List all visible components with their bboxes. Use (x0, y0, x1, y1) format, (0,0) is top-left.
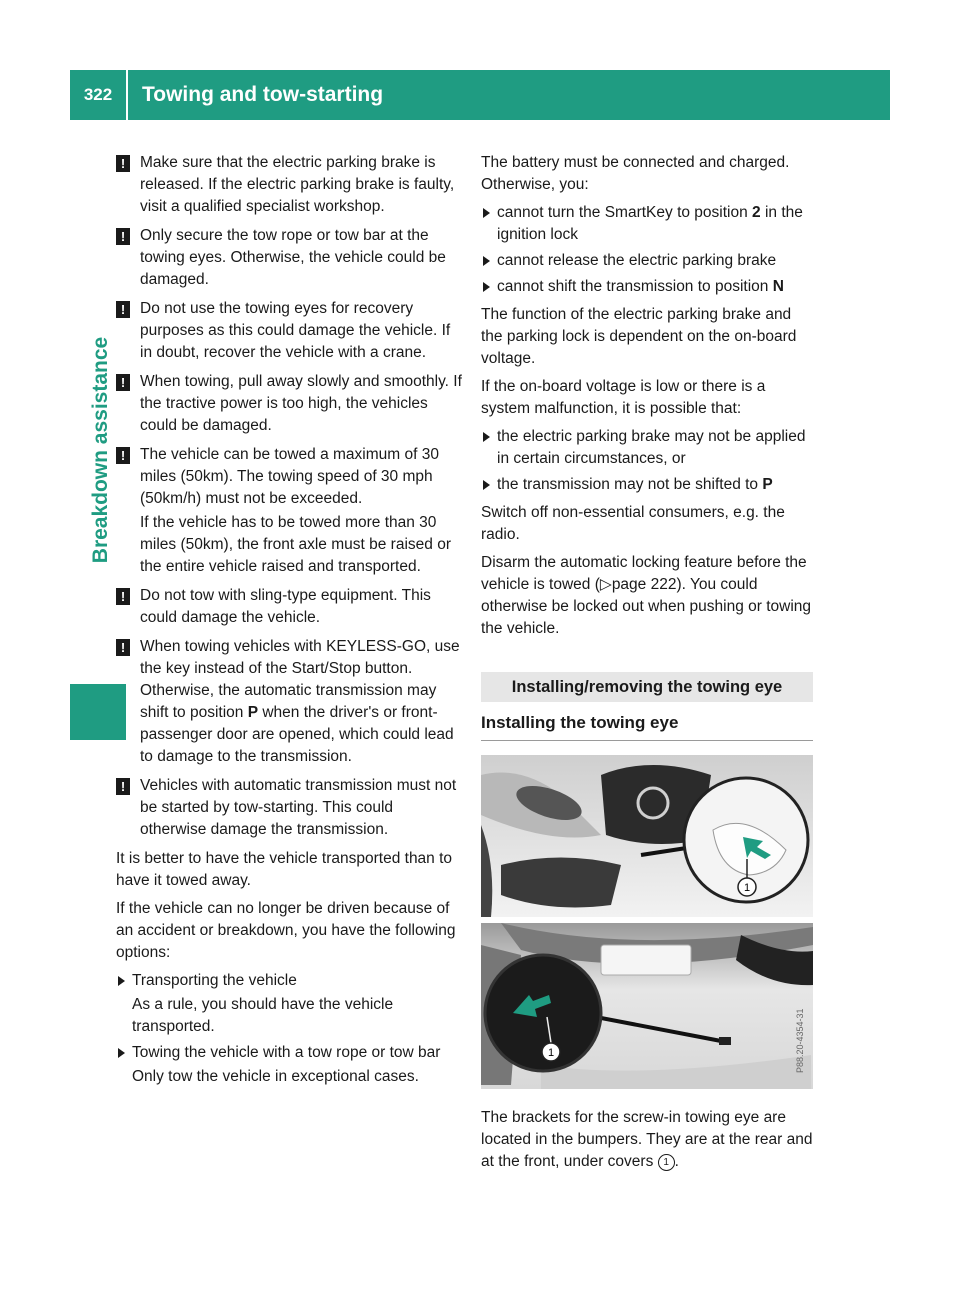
position-p: P (247, 704, 259, 721)
figure-code: P88.20-4354-31 (795, 1008, 805, 1073)
towing-eye-illustration (481, 755, 813, 1089)
option-desc: As a rule, you should have the vehicle transported. (132, 996, 394, 1035)
caption-text: . (674, 1153, 679, 1170)
options-list (116, 970, 462, 1088)
item-text: cannot turn the SmartKey to position (497, 204, 753, 221)
warning-icon: ! (116, 301, 130, 318)
list-item (116, 970, 462, 1038)
bullet-icon (483, 256, 490, 266)
battery-list (481, 202, 813, 298)
paragraph: Switch off non-essential consumers, e.g. the radio. (481, 504, 785, 543)
bullet-icon (118, 976, 125, 986)
paragraph (481, 552, 813, 640)
paragraph: The battery must be connected and charged. Otherwise, you: (481, 154, 790, 193)
paragraph: If the on-board voltage is low or there is a system malfunction, it is possible that: (481, 378, 766, 417)
towing-eye-figure (481, 755, 813, 1089)
front-bumper-image (481, 755, 813, 917)
item-text: in the ignition lock (497, 204, 803, 243)
bullet-icon (483, 282, 490, 292)
note-text: when the driver's or front-passenger door are opened, which could lead to damage to the transmission. (140, 704, 454, 765)
note-text: Do not use the towing eyes for recovery purposes as this could damage the vehicle. If in doubt, recover the vehicle with a crane. (140, 300, 451, 361)
warning-icon: ! (116, 639, 130, 656)
warning-icon: ! (116, 155, 130, 172)
malfunction-list (481, 426, 813, 496)
subsection-heading: Installing the towing eye (481, 712, 813, 741)
page-number: 322 (83, 85, 113, 104)
section-title: Towing and tow-starting (142, 83, 384, 106)
callout-icon: 1 (658, 1154, 675, 1171)
item-text: the transmission may not be shifted to (497, 476, 763, 493)
note-text: When towing, pull away slowly and smoothly. If the tractive power is too high, the vehicles could be damaged. (140, 373, 462, 434)
list-item (481, 250, 813, 272)
warning-note (116, 371, 462, 437)
warning-note (116, 225, 462, 291)
figure-caption (481, 1107, 813, 1173)
right-column (481, 152, 813, 1179)
list-item (481, 202, 813, 246)
rear-bumper-image (481, 923, 813, 1089)
page-ref-arrow-icon: ▷ (599, 576, 612, 593)
list-item (116, 1042, 462, 1088)
position-p: P (762, 476, 773, 493)
note-subtext: If the vehicle has to be towed more than 30 miles (50km), the front axle must be raised or the entire vehicle raised and transported. (140, 514, 451, 575)
option-title: Transporting the vehicle (132, 972, 297, 989)
callout-label: 1 (547, 1047, 555, 1059)
warning-icon: ! (116, 374, 130, 391)
item-text: the electric parking brake may not be applied in certain circumstances, or (497, 428, 806, 467)
page-ref-link[interactable]: page 222). You could otherwise be locked out when pushing or towing the vehicle. (481, 576, 812, 637)
bullet-icon (118, 1048, 125, 1058)
note-text: Make sure that the electric parking brake is released. If the electric parking brake is faulty, visit a qualified specialist workshop. (140, 154, 455, 215)
warning-note (116, 775, 462, 841)
callout-label: 1 (743, 882, 751, 894)
caption-text: The brackets for the screw-in towing eye are located in the bumpers. They are at the rear and at the front, under covers (481, 1109, 813, 1170)
note-text: The vehicle can be towed a maximum of 30 miles (50km). The towing speed of 30 mph (50km/h) must not be exceeded. (140, 446, 439, 507)
side-tab-label: Breakdown assistance (89, 336, 112, 564)
warning-icon: ! (116, 588, 130, 605)
side-tab (86, 200, 116, 700)
para-text: Disarm the automatic locking feature before the vehicle is towed ( (481, 554, 807, 593)
list-item (481, 276, 813, 298)
warning-icon: ! (116, 228, 130, 245)
warning-note (116, 298, 462, 364)
section-banner: Installing/removing the towing eye (481, 672, 813, 702)
warning-note (116, 444, 462, 578)
item-text: cannot release the electric parking brake (497, 252, 777, 269)
paragraph: The function of the electric parking brake and the parking lock is dependent on the on-board voltage. (481, 306, 797, 367)
bullet-icon (483, 480, 490, 490)
list-item (481, 474, 813, 496)
note-text: Only secure the tow rope or tow bar at the towing eyes. Otherwise, the vehicle could be damaged. (140, 227, 446, 288)
bullet-icon (483, 432, 490, 442)
paragraph: If the vehicle can no longer be driven because of an accident or breakdown, you have the following options: (116, 900, 456, 961)
warning-note (116, 152, 462, 218)
bullet-icon (483, 208, 490, 218)
option-desc: Only tow the vehicle in exceptional cases. (132, 1068, 419, 1085)
position-n: N (772, 278, 784, 295)
position-2: 2 (752, 204, 761, 221)
warning-icon: ! (116, 447, 130, 464)
option-title: Towing the vehicle with a tow rope or tow bar (132, 1044, 441, 1061)
item-text: cannot shift the transmission to position (497, 278, 773, 295)
warning-note (116, 585, 462, 629)
header-divider (126, 70, 128, 120)
left-column (116, 152, 462, 1094)
warning-icon: ! (116, 778, 130, 795)
note-text: Vehicles with automatic transmission must not be started by tow-starting. This could otherwise damage the transmission. (140, 777, 457, 838)
note-text: When towing vehicles with KEYLESS-GO, use the key instead of the Start/Stop button. Otherwise, the automatic transmission may shift to position (140, 638, 460, 721)
warning-note (116, 636, 462, 768)
list-item (481, 426, 813, 470)
paragraph: It is better to have the vehicle transported than to have it towed away. (116, 850, 453, 889)
note-text: Do not tow with sling-type equipment. This could damage the vehicle. (140, 587, 431, 626)
